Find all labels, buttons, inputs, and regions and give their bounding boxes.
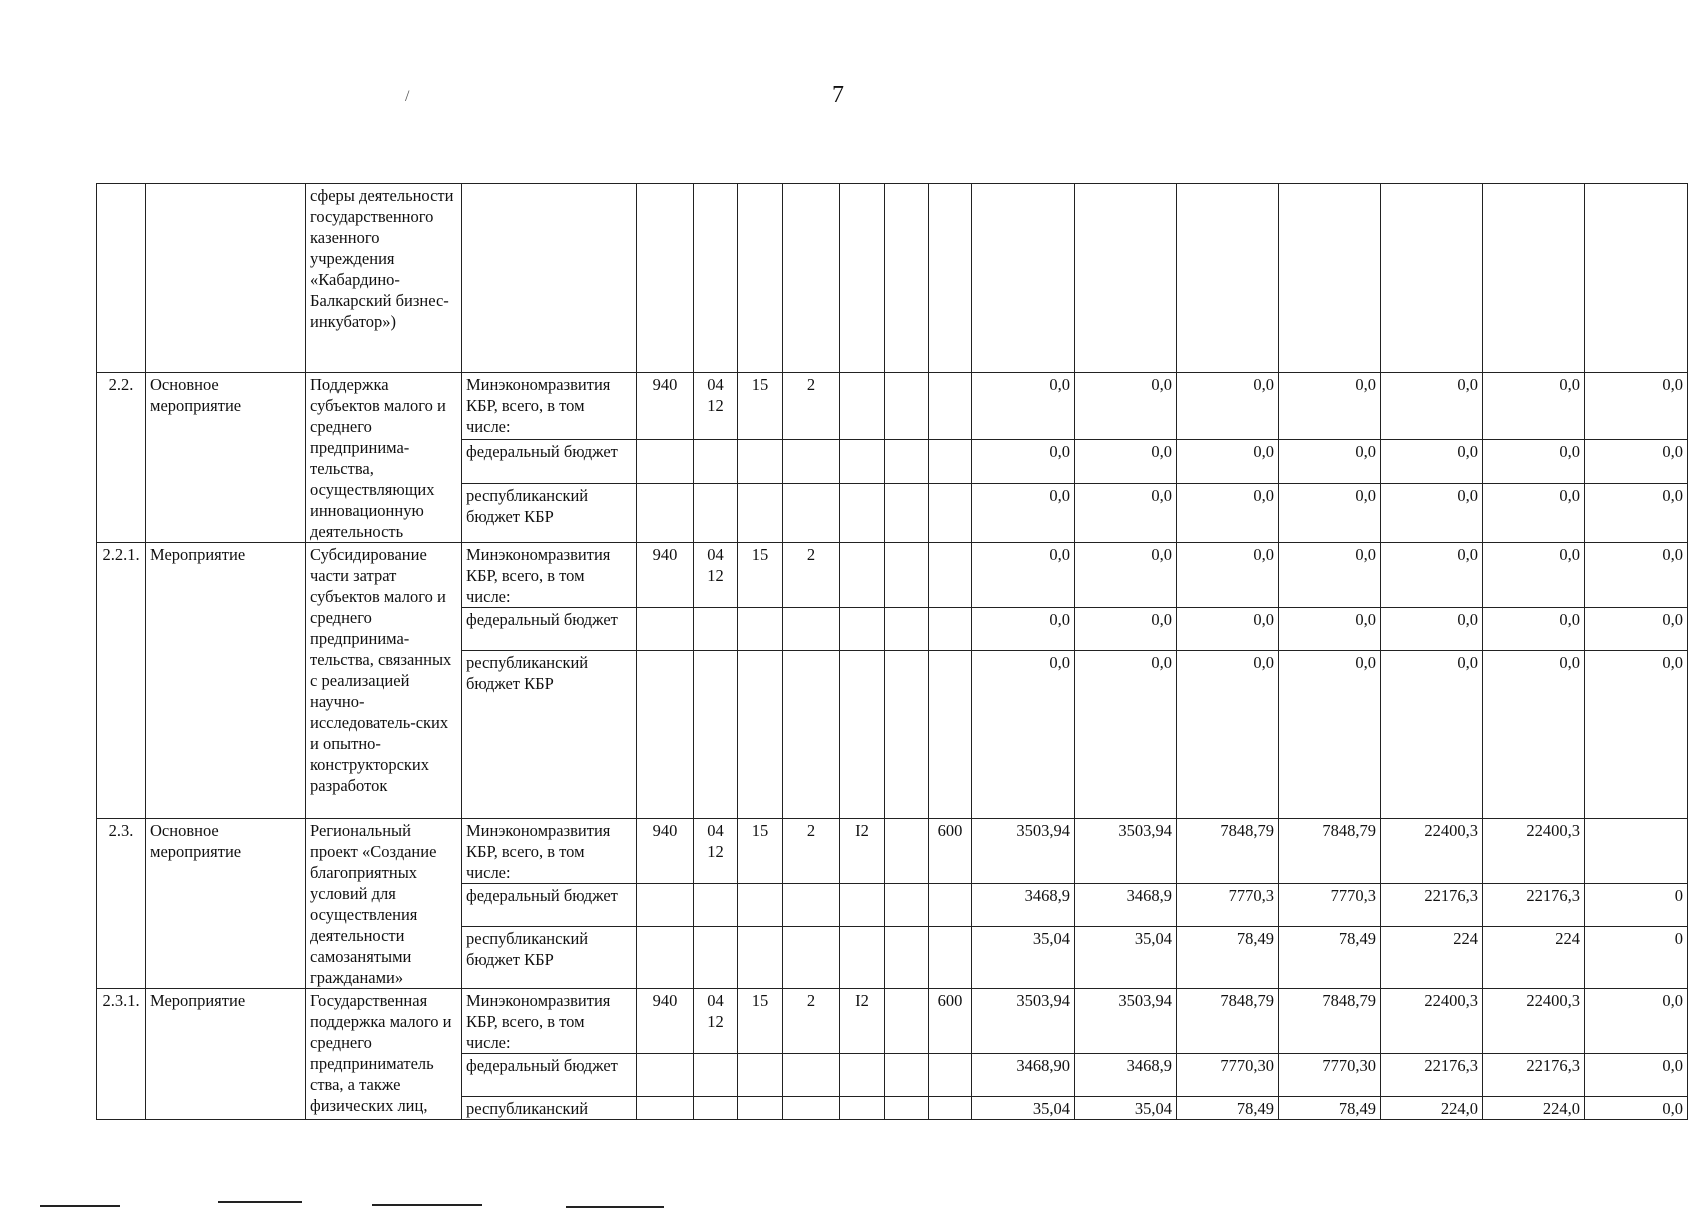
funding-source-cell: республиканский (462, 1097, 637, 1120)
amount-cell: 224 (1381, 927, 1483, 989)
expense-type-cell (929, 1054, 972, 1097)
amount-cell: 7770,3 (1279, 884, 1381, 927)
amount-cell: 22400,3 (1381, 819, 1483, 884)
direction-code-cell (885, 439, 929, 483)
funding-source-cell: Минэкономразвития КБР, всего, в том числе: (462, 819, 637, 884)
program-code-cell (738, 884, 783, 927)
subprogram-code-cell (783, 439, 840, 483)
subprogram-code-cell (783, 1054, 840, 1097)
program-code-cell (738, 1054, 783, 1097)
section-code-cell (694, 927, 738, 989)
empty-cell (1075, 184, 1177, 373)
row-description-cell: Региональный проект «Создание благоприятных условий для осуществления деятельности самозанятыми гражданами» (306, 819, 462, 989)
amount-cell: 0,0 (1279, 373, 1381, 440)
empty-cell (1585, 184, 1688, 373)
amount-cell: 224 (1483, 927, 1585, 989)
program-code-cell (738, 608, 783, 651)
amount-cell: 3503,94 (1075, 819, 1177, 884)
amount-cell: 7770,30 (1279, 1054, 1381, 1097)
program-code-cell: 15 (738, 373, 783, 440)
row-index-cell: 2.2. (97, 373, 146, 543)
grbs-code-cell: 940 (637, 989, 694, 1054)
amount-cell: 0,0 (1585, 1054, 1688, 1097)
direction-code-cell (885, 927, 929, 989)
funding-source-cell: федеральный бюджет (462, 884, 637, 927)
direction-code-cell (885, 483, 929, 542)
amount-cell: 3468,9 (1075, 884, 1177, 927)
amount-cell: 0,0 (1075, 608, 1177, 651)
table-row (97, 373, 1688, 440)
subprogram-code-cell (783, 483, 840, 542)
amount-cell: 0,0 (1279, 483, 1381, 542)
direction-code-cell (885, 884, 929, 927)
program-code-cell (738, 439, 783, 483)
amount-cell: 0,0 (1381, 483, 1483, 542)
row-description-cell: Субсидирование части затрат субъектов малого и среднего предпринима-тельства, связанных с реализацией научно-исследователь-ских и опытно-конструкторских разработок (306, 543, 462, 819)
amount-cell: 0,0 (972, 543, 1075, 608)
budget-table (96, 183, 1688, 1120)
amount-cell: 35,04 (1075, 927, 1177, 989)
amount-cell: 7770,30 (1177, 1054, 1279, 1097)
empty-cell (694, 184, 738, 373)
direction-code-cell (885, 989, 929, 1054)
project-code-cell (840, 373, 885, 440)
funding-source-cell: Минэкономразвития КБР, всего, в том числе: (462, 373, 637, 440)
empty-cell (1381, 184, 1483, 373)
amount-cell: 3503,94 (972, 819, 1075, 884)
expense-type-cell: 600 (929, 989, 972, 1054)
grbs-code-cell (637, 927, 694, 989)
amount-cell: 0 (1585, 884, 1688, 927)
amount-cell: 0,0 (1381, 608, 1483, 651)
empty-cell (738, 184, 783, 373)
amount-cell: 22400,3 (1483, 989, 1585, 1054)
amount-cell: 0,0 (972, 439, 1075, 483)
amount-cell: 0,0 (1075, 651, 1177, 819)
grbs-code-cell (637, 651, 694, 819)
subprogram-code-cell (783, 927, 840, 989)
amount-cell: 0,0 (1585, 373, 1688, 440)
amount-cell: 0,0 (1381, 439, 1483, 483)
amount-cell: 0,0 (972, 608, 1075, 651)
amount-cell: 22176,3 (1483, 1054, 1585, 1097)
direction-code-cell (885, 651, 929, 819)
row-description-cell: Государственная поддержка малого и среднего предприниматель ства, а также физических лиц, (306, 989, 462, 1120)
grbs-code-cell (637, 483, 694, 542)
section-code-cell (694, 608, 738, 651)
row-index-cell (97, 184, 146, 373)
section-code-cell: 04 12 (694, 373, 738, 440)
table-body (97, 184, 1688, 1120)
grbs-code-cell (637, 439, 694, 483)
amount-cell: 0,0 (1279, 439, 1381, 483)
amount-cell: 3503,94 (1075, 989, 1177, 1054)
amount-cell: 78,49 (1177, 927, 1279, 989)
amount-cell: 0,0 (972, 651, 1075, 819)
subprogram-code-cell: 2 (783, 989, 840, 1054)
empty-cell (929, 184, 972, 373)
empty-cell (1279, 184, 1381, 373)
expense-type-cell (929, 373, 972, 440)
amount-cell: 0,0 (1279, 651, 1381, 819)
row-kind-cell: Мероприятие (146, 989, 306, 1120)
subprogram-code-cell: 2 (783, 543, 840, 608)
program-code-cell: 15 (738, 989, 783, 1054)
section-code-cell: 04 12 (694, 819, 738, 884)
subprogram-code-cell (783, 1097, 840, 1120)
direction-code-cell (885, 608, 929, 651)
row-kind-cell: Мероприятие (146, 543, 306, 819)
amount-cell: 0,0 (1585, 483, 1688, 542)
grbs-code-cell (637, 608, 694, 651)
row-description-cell: Поддержка субъектов малого и среднего предпринима-тельства, осуществляющих инновационную деятельность (306, 373, 462, 543)
amount-cell: 0,0 (1585, 543, 1688, 608)
expense-type-cell (929, 651, 972, 819)
amount-cell: 0,0 (1483, 543, 1585, 608)
amount-cell: 78,49 (1279, 927, 1381, 989)
program-code-cell (738, 483, 783, 542)
project-code-cell (840, 439, 885, 483)
program-code-cell (738, 1097, 783, 1120)
funding-source-cell: федеральный бюджет (462, 608, 637, 651)
section-code-cell (694, 1097, 738, 1120)
direction-code-cell (885, 543, 929, 608)
subprogram-code-cell: 2 (783, 819, 840, 884)
program-code-cell (738, 927, 783, 989)
project-code-cell (840, 1097, 885, 1120)
row-index-cell: 2.3. (97, 819, 146, 989)
page-number: 7 (832, 82, 844, 108)
subprogram-code-cell (783, 884, 840, 927)
empty-cell (462, 184, 637, 373)
direction-code-cell (885, 1097, 929, 1120)
amount-cell: 0,0 (1585, 439, 1688, 483)
program-code-cell (738, 651, 783, 819)
amount-cell: 0,0 (1177, 651, 1279, 819)
amount-cell: 0,0 (1075, 373, 1177, 440)
empty-cell (1177, 184, 1279, 373)
empty-cell (972, 184, 1075, 373)
amount-cell: 0,0 (1279, 543, 1381, 608)
amount-cell: 224,0 (1381, 1097, 1483, 1120)
empty-cell (840, 184, 885, 373)
section-code-cell (694, 483, 738, 542)
section-code-cell: 04 12 (694, 989, 738, 1054)
amount-cell: 22176,3 (1483, 884, 1585, 927)
amount-cell: 78,49 (1177, 1097, 1279, 1120)
amount-cell: 0,0 (1075, 543, 1177, 608)
amount-cell: 0,0 (1585, 608, 1688, 651)
amount-cell: 0,0 (1585, 651, 1688, 819)
expense-type-cell (929, 1097, 972, 1120)
amount-cell: 0,0 (1585, 1097, 1688, 1120)
empty-cell (783, 184, 840, 373)
table-row (97, 184, 1688, 373)
expense-type-cell: 600 (929, 819, 972, 884)
table-row (97, 989, 1688, 1054)
amount-cell: 0,0 (972, 483, 1075, 542)
amount-cell: 7848,79 (1279, 819, 1381, 884)
amount-cell: 0,0 (972, 373, 1075, 440)
amount-cell: 0,0 (1177, 373, 1279, 440)
amount-cell: 0,0 (1585, 989, 1688, 1054)
expense-type-cell (929, 884, 972, 927)
project-code-cell: I2 (840, 819, 885, 884)
amount-cell: 3503,94 (972, 989, 1075, 1054)
project-code-cell (840, 1054, 885, 1097)
funding-source-cell: республиканский бюджет КБР (462, 483, 637, 542)
amount-cell: 0,0 (1177, 608, 1279, 651)
signature-line (218, 1201, 302, 1203)
amount-cell: 0,0 (1075, 439, 1177, 483)
grbs-code-cell: 940 (637, 543, 694, 608)
direction-code-cell (885, 373, 929, 440)
grbs-code-cell (637, 884, 694, 927)
direction-code-cell (885, 819, 929, 884)
project-code-cell (840, 543, 885, 608)
grbs-code-cell (637, 1097, 694, 1120)
amount-cell: 35,04 (972, 927, 1075, 989)
amount-cell: 22176,3 (1381, 1054, 1483, 1097)
section-code-cell (694, 439, 738, 483)
amount-cell: 0,0 (1381, 373, 1483, 440)
amount-cell: 0,0 (1075, 483, 1177, 542)
project-code-cell (840, 483, 885, 542)
funding-source-cell: Минэкономразвития КБР, всего, в том числе: (462, 989, 637, 1054)
amount-cell: 0,0 (1483, 651, 1585, 819)
amount-cell: 7848,79 (1279, 989, 1381, 1054)
project-code-cell (840, 651, 885, 819)
expense-type-cell (929, 439, 972, 483)
project-code-cell: I2 (840, 989, 885, 1054)
amount-cell: 0,0 (1483, 608, 1585, 651)
row-index-cell: 2.3.1. (97, 989, 146, 1120)
project-code-cell (840, 884, 885, 927)
amount-cell: 78,49 (1279, 1097, 1381, 1120)
expense-type-cell (929, 927, 972, 989)
empty-cell (1483, 184, 1585, 373)
row-index-cell: 2.2.1. (97, 543, 146, 819)
stray-mark: / (405, 88, 410, 105)
grbs-code-cell: 940 (637, 819, 694, 884)
funding-source-cell: республиканский бюджет КБР (462, 651, 637, 819)
amount-cell: 224,0 (1483, 1097, 1585, 1120)
amount-cell: 3468,90 (972, 1054, 1075, 1097)
funding-source-cell: федеральный бюджет (462, 439, 637, 483)
row-kind-cell: Основное мероприятие (146, 373, 306, 543)
section-code-cell (694, 1054, 738, 1097)
section-code-cell (694, 884, 738, 927)
grbs-code-cell: 940 (637, 373, 694, 440)
section-code-cell: 04 12 (694, 543, 738, 608)
amount-cell: 35,04 (972, 1097, 1075, 1120)
amount-cell: 35,04 (1075, 1097, 1177, 1120)
row-description-cell: сферы деятельности государственного казенного учреждения «Кабардино-Балкарский бизнес-инкубатор») (306, 184, 462, 373)
funding-source-cell: Минэкономразвития КБР, всего, в том числе: (462, 543, 637, 608)
amount-cell: 0,0 (1177, 543, 1279, 608)
amount-cell: 22176,3 (1381, 884, 1483, 927)
amount-cell: 3468,9 (972, 884, 1075, 927)
amount-cell (1585, 819, 1688, 884)
amount-cell: 0,0 (1381, 543, 1483, 608)
amount-cell: 0,0 (1177, 439, 1279, 483)
empty-cell (885, 184, 929, 373)
amount-cell: 22400,3 (1381, 989, 1483, 1054)
amount-cell: 0 (1585, 927, 1688, 989)
table-row (97, 543, 1688, 608)
amount-cell: 7848,79 (1177, 989, 1279, 1054)
signature-line (372, 1204, 482, 1206)
amount-cell: 0,0 (1279, 608, 1381, 651)
amount-cell: 0,0 (1483, 373, 1585, 440)
program-code-cell: 15 (738, 543, 783, 608)
row-kind-cell: Основное мероприятие (146, 819, 306, 989)
signature-line (40, 1205, 120, 1207)
expense-type-cell (929, 608, 972, 651)
subprogram-code-cell (783, 651, 840, 819)
project-code-cell (840, 608, 885, 651)
amount-cell: 7848,79 (1177, 819, 1279, 884)
funding-source-cell: федеральный бюджет (462, 1054, 637, 1097)
expense-type-cell (929, 483, 972, 542)
project-code-cell (840, 927, 885, 989)
subprogram-code-cell (783, 608, 840, 651)
amount-cell: 0,0 (1483, 439, 1585, 483)
amount-cell: 3468,9 (1075, 1054, 1177, 1097)
amount-cell: 22400,3 (1483, 819, 1585, 884)
amount-cell: 7770,3 (1177, 884, 1279, 927)
program-code-cell: 15 (738, 819, 783, 884)
funding-source-cell: республиканский бюджет КБР (462, 927, 637, 989)
amount-cell: 0,0 (1483, 483, 1585, 542)
section-code-cell (694, 651, 738, 819)
empty-cell (637, 184, 694, 373)
direction-code-cell (885, 1054, 929, 1097)
expense-type-cell (929, 543, 972, 608)
grbs-code-cell (637, 1054, 694, 1097)
row-kind-cell (146, 184, 306, 373)
subprogram-code-cell: 2 (783, 373, 840, 440)
amount-cell: 0,0 (1177, 483, 1279, 542)
amount-cell: 0,0 (1381, 651, 1483, 819)
table-row (97, 819, 1688, 884)
